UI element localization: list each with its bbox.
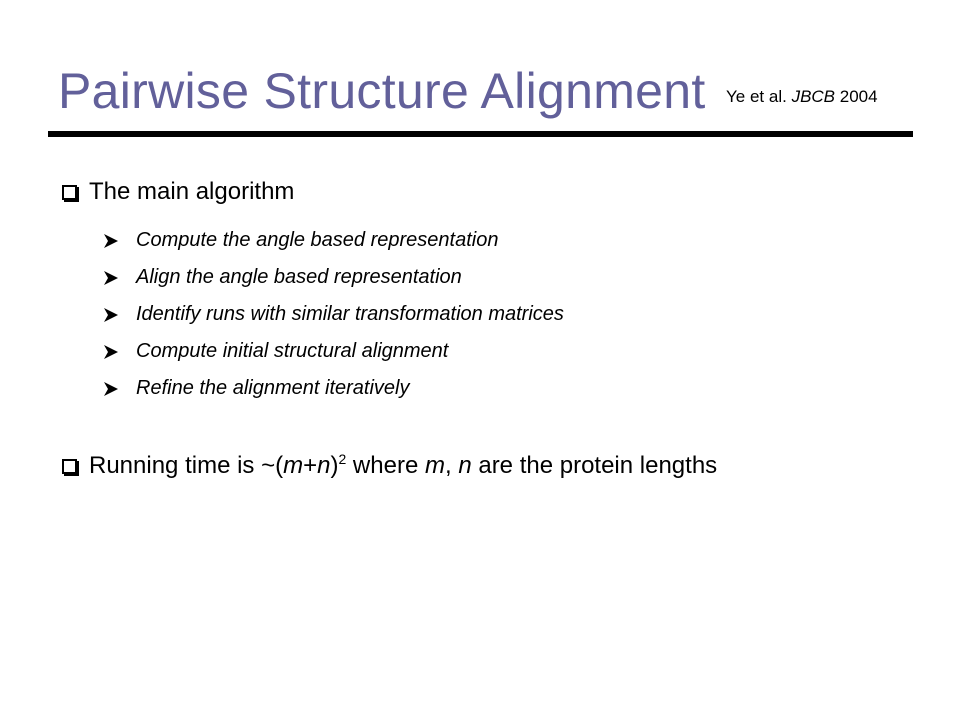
- bullet-label: [89, 452, 717, 480]
- arrowhead-right-icon: [103, 233, 119, 249]
- step-label: Identify runs with similar transformation matrices: [136, 303, 564, 325]
- text-run: where: [346, 452, 425, 479]
- citation-authors: Ye et al.: [726, 87, 787, 106]
- arrowhead-right-icon: [103, 381, 119, 397]
- citation: [726, 87, 878, 106]
- var-m: m: [424, 452, 445, 479]
- step-label: Compute initial structural alignment: [136, 340, 449, 362]
- text-run: are the protein lengths: [471, 452, 718, 479]
- slide-title: Pairwise Structure Alignment: [58, 63, 706, 119]
- var-n: n: [458, 452, 472, 479]
- list-item: [103, 333, 564, 370]
- checkbox-square-icon: [62, 459, 77, 474]
- text-run: ): [330, 452, 339, 479]
- var-m: m: [283, 452, 304, 479]
- arrowhead-right-icon: [103, 344, 119, 360]
- list-item: [103, 259, 564, 296]
- text-run: Running time is ~(: [89, 452, 284, 479]
- step-label: Align the angle based representation: [136, 266, 462, 288]
- step-label: Refine the alignment iteratively: [136, 377, 410, 399]
- bullet-running-time: [62, 452, 717, 480]
- step-label: Compute the angle based representation: [136, 229, 499, 251]
- list-item: [103, 296, 564, 333]
- bullet-main-algorithm: [62, 178, 294, 206]
- list-item: [103, 370, 564, 407]
- arrowhead-right-icon: [103, 307, 119, 323]
- text-run: +: [303, 452, 318, 479]
- var-n: n: [317, 452, 331, 479]
- title-divider: [48, 131, 913, 137]
- list-item: [103, 222, 564, 259]
- bullet-label: The main algorithm: [89, 178, 295, 205]
- algorithm-steps: [103, 222, 564, 407]
- citation-journal: JBCB: [791, 87, 836, 106]
- citation-year: 2004: [839, 87, 878, 106]
- text-run: ,: [444, 452, 459, 479]
- checkbox-square-icon: [62, 185, 77, 200]
- arrowhead-right-icon: [103, 270, 119, 286]
- exponent: 2: [338, 451, 347, 467]
- title-row: [58, 62, 878, 120]
